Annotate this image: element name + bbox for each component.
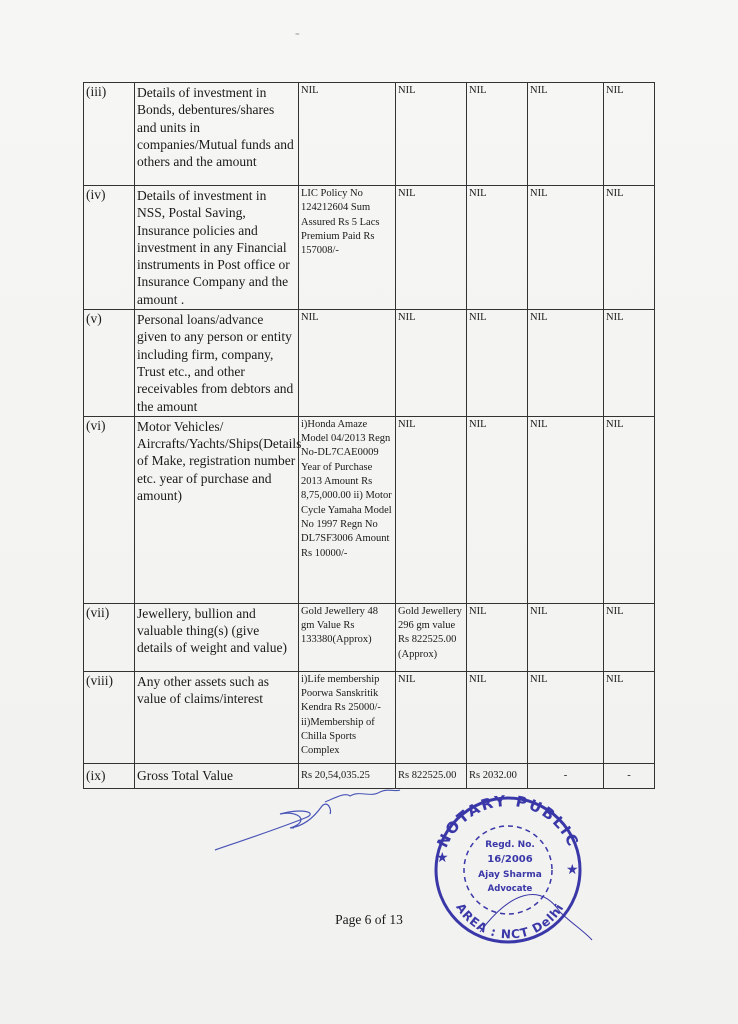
stamp-arc-top: NOTARY PUBLIC bbox=[433, 791, 583, 851]
self-total-cell: Rs 20,54,035.25 bbox=[299, 763, 396, 788]
row-number: (vi) bbox=[84, 416, 135, 603]
dependent1-value-cell: NIL bbox=[467, 603, 528, 671]
spouse-value-cell: NIL bbox=[396, 310, 467, 417]
stamp-line1: Regd. No. bbox=[485, 840, 535, 850]
table-row-vi bbox=[84, 416, 655, 603]
dependent3-value-cell: NIL bbox=[604, 671, 655, 763]
dependent3-value-cell: NIL bbox=[604, 310, 655, 417]
spouse-value-cell: Gold Jewellery 296 gm value Rs 822525.00 (Approx) bbox=[396, 603, 467, 671]
row-description: Personal loans/advance given to any person or entity including firm, company, Trust etc., and other receivables from debtors and the amount bbox=[135, 310, 299, 417]
dependent2-value-cell: NIL bbox=[528, 186, 604, 310]
spouse-value-cell: NIL bbox=[396, 186, 467, 310]
table-row-v bbox=[84, 310, 655, 417]
row-number: (v) bbox=[84, 310, 135, 417]
self-value-cell: Gold Jewellery 48 gm Value Rs 133380(Approx) bbox=[299, 603, 396, 671]
stamp-arc-bottom: AREA : NCT Delhi bbox=[453, 900, 567, 942]
handwritten-signature bbox=[210, 780, 420, 860]
spouse-value-cell: NIL bbox=[396, 671, 467, 763]
table-row-viii bbox=[84, 671, 655, 763]
assets-table bbox=[83, 82, 655, 789]
row-description: Any other assets such as value of claims/interest bbox=[135, 671, 299, 763]
dependent1-value-cell: NIL bbox=[467, 310, 528, 417]
row-number: (iv) bbox=[84, 186, 135, 310]
dependent3-total-cell: - bbox=[604, 763, 655, 788]
dependent3-value-cell: NIL bbox=[604, 83, 655, 186]
spouse-value-cell: NIL bbox=[396, 416, 467, 603]
row-description: Details of investment in NSS, Postal Saving, Insurance policies and investment in any Financial instruments in Post office or Insurance Company and the amount . bbox=[135, 186, 299, 310]
row-number: (iii) bbox=[84, 83, 135, 186]
dependent1-value-cell: NIL bbox=[467, 83, 528, 186]
dependent2-value-cell: NIL bbox=[528, 671, 604, 763]
svg-text:★: ★ bbox=[566, 863, 579, 878]
stamp-line2: 16/2006 bbox=[487, 854, 533, 865]
stamp-line4: Advocate bbox=[487, 884, 533, 894]
row-number: (vii) bbox=[84, 603, 135, 671]
svg-text:★: ★ bbox=[436, 851, 449, 866]
spouse-total-cell: Rs 822525.00 bbox=[396, 763, 467, 788]
self-value-cell: i)Honda Amaze Model 04/2013 Regn No-DL7CAE0009 Year of Purchase 2013 Amount Rs 8,75,000.00 ii) Motor Cycle Yamaha Model No 1997 Regn No DL7SF3006 Amount Rs 10000/- bbox=[299, 416, 396, 603]
spouse-value-cell: NIL bbox=[396, 83, 467, 186]
self-value-cell: LIC Policy No 124212604 Sum Assured Rs 5 Lacs Premium Paid Rs 157008/- bbox=[299, 186, 396, 310]
dependent1-total-cell: Rs 2032.00 bbox=[467, 763, 528, 788]
self-value-cell: NIL bbox=[299, 310, 396, 417]
row-description: Gross Total Value bbox=[135, 763, 299, 788]
dependent2-value-cell: NIL bbox=[528, 83, 604, 186]
dependent2-total-cell: - bbox=[528, 763, 604, 788]
table-row-iii bbox=[84, 83, 655, 186]
dependent2-value-cell: NIL bbox=[528, 603, 604, 671]
dependent2-value-cell: NIL bbox=[528, 416, 604, 603]
self-value-cell: i)Life membership Poorwa Sanskritik Kendra Rs 25000/- ii)Membership of Chilla Sports Complex bbox=[299, 671, 396, 763]
table-row-vii bbox=[84, 603, 655, 671]
stamp-line3: Ajay Sharma bbox=[478, 870, 542, 880]
scan-mark: - bbox=[295, 26, 300, 41]
row-number: (ix) bbox=[84, 763, 135, 788]
row-description: Details of investment in Bonds, debentures/shares and units in companies/Mutual funds and others and the amount bbox=[135, 83, 299, 186]
dependent1-value-cell: NIL bbox=[467, 671, 528, 763]
row-number: (viii) bbox=[84, 671, 135, 763]
dependent3-value-cell: NIL bbox=[604, 186, 655, 310]
self-value-cell: NIL bbox=[299, 83, 396, 186]
table-row-iv bbox=[84, 186, 655, 310]
dependent3-value-cell: NIL bbox=[604, 416, 655, 603]
dependent1-value-cell: NIL bbox=[467, 416, 528, 603]
row-description: Jewellery, bullion and valuable thing(s) (give details of weight and value) bbox=[135, 603, 299, 671]
dependent2-value-cell: NIL bbox=[528, 310, 604, 417]
dependent3-value-cell: NIL bbox=[604, 603, 655, 671]
row-description: Motor Vehicles/ Aircrafts/Yachts/Ships(Details of Make, registration number etc. year of purchase and amount) bbox=[135, 416, 299, 603]
dependent1-value-cell: NIL bbox=[467, 186, 528, 310]
page-number: Page 6 of 13 bbox=[335, 912, 403, 927]
